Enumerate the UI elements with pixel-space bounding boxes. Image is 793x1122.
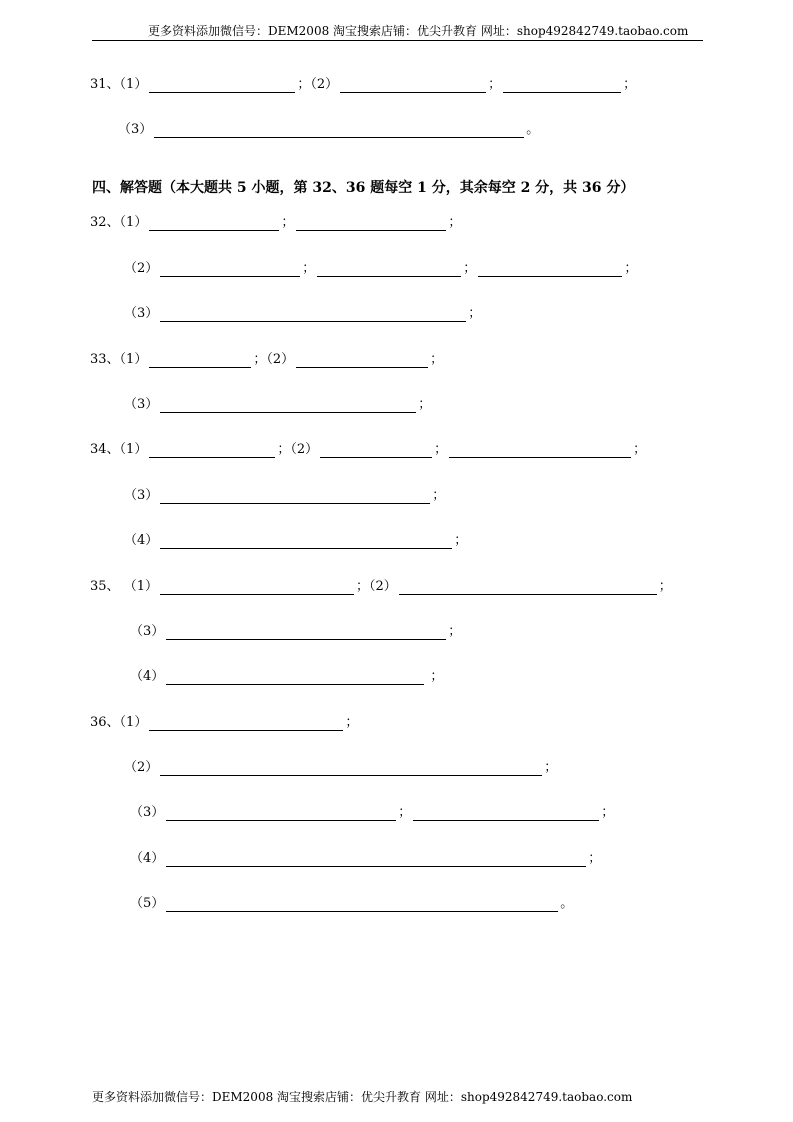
separator: ； bbox=[281, 215, 295, 230]
separator: ； bbox=[297, 77, 311, 92]
q31-blank-2[interactable] bbox=[340, 78, 486, 93]
q34-number: 34、 bbox=[90, 442, 120, 457]
separator: ； bbox=[398, 805, 412, 820]
q32-part1-label: （1） bbox=[119, 215, 148, 230]
q33-number: 33、 bbox=[90, 352, 120, 367]
q34-part1-label: （1） bbox=[119, 442, 148, 457]
q34-part2-label: （2） bbox=[290, 442, 319, 457]
page-footer: 更多资料添加微信号：DEM2008 淘宝搜索店铺：优尖升教育 网址：shop492842749.taobao.com bbox=[92, 1090, 633, 1104]
q31-part1-label: （1） bbox=[119, 77, 148, 92]
q36-blank-5[interactable] bbox=[166, 852, 586, 867]
q36-line5 bbox=[130, 896, 573, 912]
section-title: 四、解答题（本大题共 5 小题，第 32、36 题每空 1 分，其余每空 2 分，共 36 分） bbox=[92, 180, 635, 196]
q35-number: 35、 bbox=[90, 579, 120, 594]
separator: ； bbox=[623, 77, 637, 92]
q36-blank-6[interactable] bbox=[166, 897, 558, 912]
q36-part4-label: （4） bbox=[130, 851, 165, 866]
q34-blank-2[interactable] bbox=[320, 443, 432, 458]
q36-blank-4[interactable] bbox=[413, 806, 599, 821]
separator: ； bbox=[544, 760, 558, 775]
q31-number: 31、 bbox=[90, 77, 120, 92]
q35-part3-label: （3） bbox=[130, 624, 165, 639]
separator: ； bbox=[430, 669, 444, 684]
q34-blank-5[interactable] bbox=[160, 534, 452, 549]
q32-line2 bbox=[124, 261, 637, 277]
separator: ； bbox=[448, 624, 462, 639]
q32-line1 bbox=[90, 215, 461, 231]
q31-part3-label: （3） bbox=[118, 122, 153, 137]
q34-blank-3[interactable] bbox=[449, 443, 631, 458]
page-header: 更多资料添加微信号：DEM2008 淘宝搜索店铺：优尖升教育 网址：shop492842749.taobao.com bbox=[148, 24, 689, 38]
separator: ； bbox=[418, 397, 432, 412]
separator: ； bbox=[588, 851, 602, 866]
q34-line1 bbox=[90, 442, 646, 458]
q33-part2-label: （2） bbox=[266, 352, 295, 367]
q36-line3 bbox=[130, 805, 614, 821]
q34-blank-1[interactable] bbox=[149, 443, 275, 458]
q35-blank-3[interactable] bbox=[166, 625, 446, 640]
q35-blank-4[interactable] bbox=[166, 670, 424, 685]
separator: ； bbox=[454, 533, 468, 548]
q36-blank-3[interactable] bbox=[166, 806, 396, 821]
q32-blank-6[interactable] bbox=[160, 307, 466, 322]
header-divider bbox=[92, 40, 703, 41]
q32-blank-4[interactable] bbox=[317, 262, 461, 277]
q35-blank-2[interactable] bbox=[399, 580, 657, 595]
q35-part4-label: （4） bbox=[130, 669, 165, 684]
q34-part4-label: （4） bbox=[124, 533, 159, 548]
q36-part5-label: （5） bbox=[130, 896, 165, 911]
q36-line2 bbox=[124, 760, 557, 776]
q31-blank-4[interactable] bbox=[154, 123, 524, 138]
q32-number: 32、 bbox=[90, 215, 120, 230]
separator: ； bbox=[345, 715, 359, 730]
separator: ； bbox=[633, 442, 647, 457]
separator: ； bbox=[468, 306, 482, 321]
q32-blank-5[interactable] bbox=[478, 262, 622, 277]
q35-part1-label: （1） bbox=[123, 579, 158, 594]
q31-blank-3[interactable] bbox=[503, 78, 621, 93]
q32-part3-label: （3） bbox=[124, 306, 159, 321]
q33-part1-label: （1） bbox=[119, 352, 148, 367]
separator: ； bbox=[658, 579, 672, 594]
separator: ； bbox=[601, 805, 615, 820]
q35-line3 bbox=[130, 669, 443, 685]
q33-blank-2[interactable] bbox=[296, 353, 428, 368]
separator: ； bbox=[448, 215, 462, 230]
separator: ； bbox=[430, 352, 444, 367]
q31-part2-label: （2） bbox=[310, 77, 339, 92]
q31-line1 bbox=[90, 77, 636, 93]
q36-number: 36、 bbox=[90, 715, 120, 730]
q36-part3-label: （3） bbox=[130, 805, 165, 820]
q33-blank-1[interactable] bbox=[149, 353, 251, 368]
separator: ； bbox=[488, 77, 502, 92]
q33-blank-3[interactable] bbox=[160, 398, 416, 413]
end-mark: 。 bbox=[526, 122, 540, 137]
q32-blank-2[interactable] bbox=[296, 216, 446, 231]
separator: ； bbox=[253, 352, 267, 367]
q31-line2 bbox=[118, 122, 539, 138]
separator: ； bbox=[434, 442, 448, 457]
q36-part2-label: （2） bbox=[124, 760, 159, 775]
q36-part1-label: （1） bbox=[119, 715, 148, 730]
separator: ； bbox=[624, 261, 638, 276]
q32-blank-3[interactable] bbox=[160, 262, 300, 277]
separator: ； bbox=[277, 442, 291, 457]
q36-blank-1[interactable] bbox=[149, 716, 343, 731]
q33-line2 bbox=[124, 397, 431, 413]
q32-blank-1[interactable] bbox=[149, 216, 279, 231]
q32-line3 bbox=[124, 306, 481, 322]
q33-line1 bbox=[90, 352, 443, 368]
end-mark: 。 bbox=[560, 896, 574, 911]
q36-line4 bbox=[130, 851, 601, 867]
q33-part3-label: （3） bbox=[124, 397, 159, 412]
q35-blank-1[interactable] bbox=[160, 580, 354, 595]
separator: ； bbox=[302, 261, 316, 276]
q34-line3 bbox=[124, 533, 467, 549]
separator: ； bbox=[355, 579, 369, 594]
q35-part2-label: （2） bbox=[368, 579, 397, 594]
q36-line1 bbox=[90, 715, 358, 731]
q35-line1 bbox=[90, 579, 672, 595]
q34-part3-label: （3） bbox=[124, 488, 159, 503]
separator: ； bbox=[463, 261, 477, 276]
q31-blank-1[interactable] bbox=[149, 78, 295, 93]
separator: ； bbox=[432, 488, 446, 503]
q34-line2 bbox=[124, 488, 445, 504]
q32-part2-label: （2） bbox=[124, 261, 159, 276]
q34-blank-4[interactable] bbox=[160, 489, 430, 504]
q35-line2 bbox=[130, 624, 461, 640]
q36-blank-2[interactable] bbox=[160, 761, 542, 776]
